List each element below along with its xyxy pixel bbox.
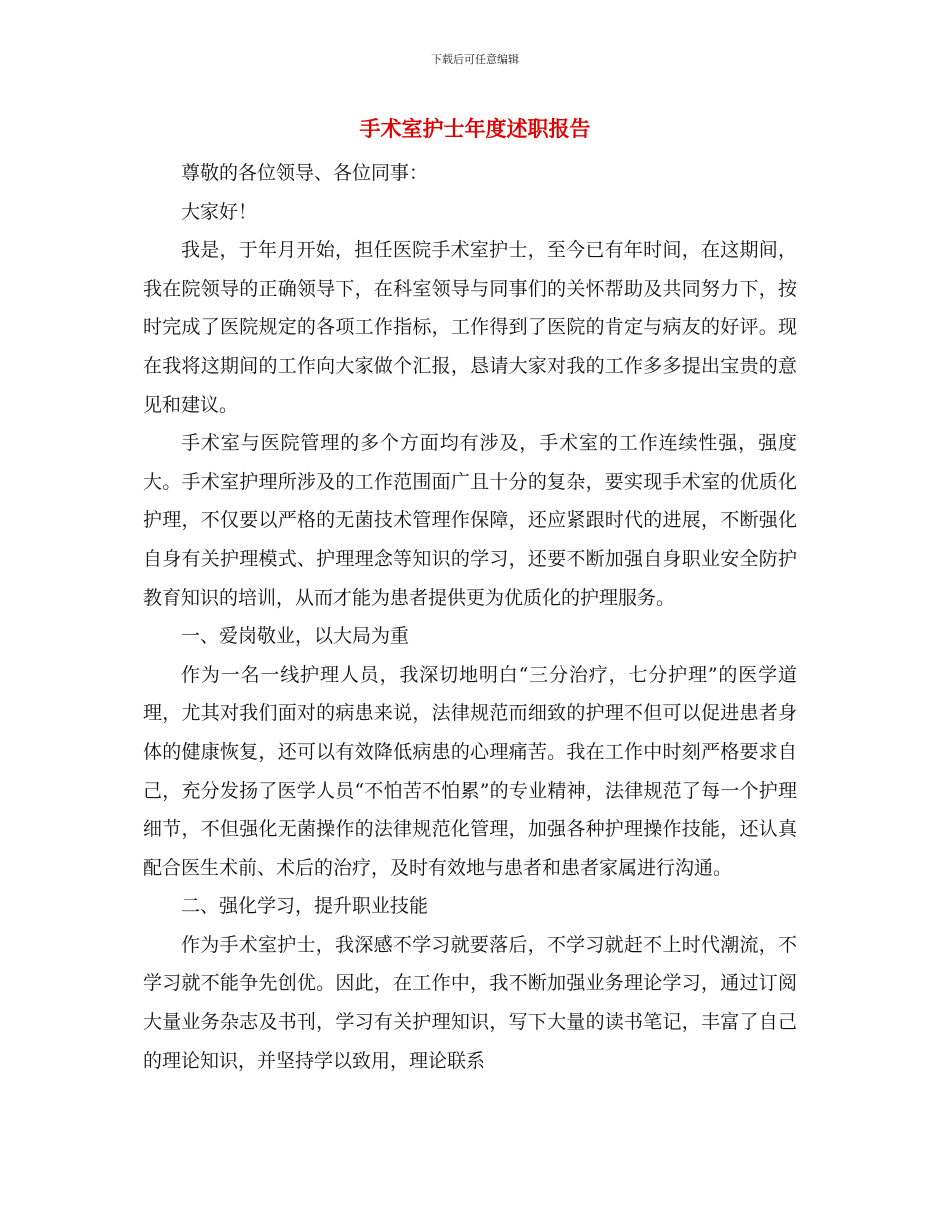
body-paragraph: 作为手术室护士，我深感不学习就要落后，不学习就赶不上时代潮流，不学习就不能争先创优。因此，在工作中，我不断加强业务理论学习，通过订阅大量业务杂志及书刊，学习有关护理知识，写下大量的读书笔记，丰富了自己的理论知识，并坚持学以致用，理论联系: [143, 933, 797, 1072]
section-heading: 二、强化学习，提升职业技能: [181, 895, 429, 918]
body-paragraph: 作为一名一线护理人员，我深切地明白“三分治疗，七分护理”的医学道理，尤其对我们面对的病患来说，法律规范而细致的护理不但可以促进患者身体的健康恢复，还可以有效降低病患的心理痛苦。我在工作中时刻严格要求自己，充分发扬了医学人员“不怕苦不怕累”的专业精神，法律规范了每一个护理细节，不但强化无菌操作的法律规范化管理，加强各种护理操作技能，还认真配合医生术前、术后的治疗，及时有效地与患者和患者家属进行沟通。: [143, 663, 797, 879]
document-body: [143, 154, 797, 1080]
salutation: 尊敬的各位领导、各位同事：: [181, 162, 429, 184]
body-paragraph: 手术室与医院管理的多个方面均有涉及，手术室的工作连续性强，强度大。手术室护理所涉及的工作范围面广且十分的复杂，要实现手术室的优质化护理，不仅要以严格的无菌技术管理作保障，还应紧跟时代的进展，不断强化自身有关护理模式、护理理念等知识的学习，还要不断加强自身职业安全防护教育知识的培训，从而才能为患者提供更为优质化的护理服务。: [143, 432, 797, 609]
document-title: 手术室护士年度述职报告: [359, 116, 591, 141]
section-heading: 一、爱岗敬业，以大局为重: [181, 625, 410, 648]
page-header-note: 下载后可任意编辑: [431, 53, 519, 66]
greeting: 大家好！: [181, 200, 258, 223]
body-paragraph: 我是，于年月开始，担任医院手术室护士，至今已有年时间，在这期间，我在院领导的正确领导下，在科室领导与同事们的关怀帮助及共同努力下，按时完成了医院规定的各项工作指标，工作得到了医院的肯定与病友的好评。现在我将这期间的工作向大家做个汇报，恳请大家对我的工作多多提出宝贵的意见和建议。: [143, 239, 797, 416]
